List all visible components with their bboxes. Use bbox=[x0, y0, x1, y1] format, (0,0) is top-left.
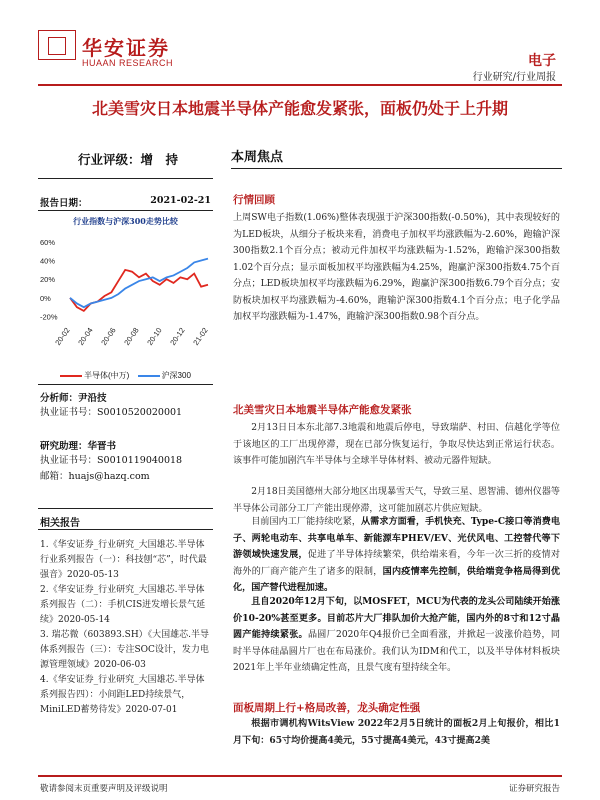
divider bbox=[38, 529, 213, 530]
y-tick-label: 20% bbox=[40, 275, 56, 285]
analyst-1 bbox=[40, 390, 107, 404]
report-type: 行业研究/行业周报 bbox=[472, 72, 556, 83]
footer-label: 证券研究报告 bbox=[508, 784, 560, 794]
logo-subtext: HUAAN RESEARCH bbox=[82, 58, 174, 68]
chart-legend bbox=[60, 370, 191, 381]
cert-number: S0010119040018 bbox=[97, 455, 183, 466]
index-comparison-chart bbox=[38, 232, 213, 367]
report-date bbox=[40, 195, 211, 209]
related-report-item[interactable]: 1.《华安证券_行业研究_大国雄芯.半导体行业系列报告（一）：科技刨“芯”，时代最强音》2020-05-13 bbox=[40, 540, 207, 580]
header-divider bbox=[38, 84, 562, 86]
email-label: 邮箱： bbox=[40, 471, 69, 482]
report-title: 北美雪灾日本地震半导体产能愈发紧张，面板仍处于上升期 bbox=[91, 99, 508, 118]
date-label: 报告日期： bbox=[40, 198, 88, 209]
text-run: 目前国内工厂能持续吃紧， bbox=[251, 517, 362, 527]
x-tick-label: 20-12 bbox=[168, 325, 187, 347]
analyst-2-email bbox=[40, 468, 150, 482]
semis-paragraph-2: 2月18日美国德州大部分地区出现暴雪天气，导致三星、恩智浦、德州仪器等半导体公司部分工厂产能出现停滞，这可能加剧芯片供应短缺。 bbox=[233, 487, 560, 514]
x-tick-label: 20-02 bbox=[53, 325, 72, 347]
cert-label: 执业证书号： bbox=[40, 407, 98, 418]
series-line-hs300 bbox=[70, 259, 208, 308]
weekly-focus-heading: 本周焦点 bbox=[231, 150, 284, 165]
related-reports-heading: 相关报告 bbox=[40, 518, 80, 529]
divider bbox=[231, 168, 562, 169]
divider bbox=[38, 210, 213, 211]
y-tick-label: -20% bbox=[40, 312, 58, 322]
text-run: 促进了半导体持续繁荣，供给端来看，今年一次三折的疫情对海外的厂商产能产生了诸多的限制， bbox=[233, 550, 560, 577]
related-report-item[interactable]: 4.《华安证券_行业研究_大国雄芯.半导体系列报告四）：小间距LED持续景气，MiniLED蓄势待发》2020-07-01 bbox=[40, 675, 205, 715]
sector-label: 电子 bbox=[528, 53, 556, 69]
series-line-semis bbox=[70, 270, 208, 311]
text-run-bold: 且自2020年12月下旬，以MOSFET，MCU为代表的龙头公司陆续开始涨价10-20%甚至更多。目前芯片大厂排队加价大抢产能，国内外的8寸和12寸晶圆产能持续紧张。 bbox=[233, 596, 560, 640]
analyst-label: 研究助理： bbox=[40, 441, 88, 452]
logo-mark bbox=[38, 30, 76, 60]
related-reports-list bbox=[40, 538, 212, 718]
panel-paragraph-1: 根据市调机构WitsView 2022年2月5日统计的面板2月上旬报价，相比1月下旬：65寸均价提高4美元，55寸提高4美元，43寸提高2美 bbox=[233, 718, 560, 746]
semis-paragraph-3 bbox=[233, 514, 560, 597]
x-tick-label: 21-02 bbox=[191, 325, 210, 347]
legend-swatch-hs300 bbox=[138, 375, 160, 377]
market-review-text: 上周SW电子指数(1.06%)整体表现强于沪深300指数(-0.50%)，其中表现较好的为LED板块，从细分子板块来看，消费电子加权平均涨跌幅为-2.60%，跑输沪深300指数2.1个百分点；被动元件加权平均涨跌幅为-1.52%，跑输沪深300指数1.02个百分点；显示面板加权平均涨跌幅为4.25%，跑赢沪深300指数4.75个百分点；LED板块加权平均涨跌幅为6.29%，跑赢沪深300指数6.79个百分点；安防板块加权平均涨跌幅为-4.60%，跑输沪深300指数4.1个百分点；电子化学品加权平均涨跌幅为-1.47%，跑输沪深300指数0.98个百分点。 bbox=[233, 213, 560, 322]
legend-semis: 半导体(中万) bbox=[84, 371, 130, 380]
x-tick-label: 20-04 bbox=[76, 325, 95, 347]
y-tick-label: 40% bbox=[40, 256, 56, 266]
x-tick-label: 20-10 bbox=[145, 325, 164, 347]
logo-text: 华安证券 bbox=[82, 36, 170, 60]
x-tick-label: 20-06 bbox=[99, 325, 118, 347]
analyst-1-cert bbox=[40, 404, 182, 418]
legend-hs300: 沪深300 bbox=[161, 371, 191, 380]
date-value: 2021-02-21 bbox=[150, 195, 211, 206]
market-review-heading: 行情回顾 bbox=[233, 194, 275, 206]
legend-swatch-semis bbox=[60, 375, 82, 377]
analyst-2 bbox=[40, 438, 116, 452]
divider bbox=[38, 384, 213, 385]
analyst-label: 分析师： bbox=[40, 393, 79, 404]
y-tick-label: 60% bbox=[40, 237, 56, 247]
semis-heading: 北美雪灾日本地震半导体产能愈发紧张 bbox=[233, 404, 412, 416]
analyst-name: 尹沿技 bbox=[78, 393, 107, 404]
analyst-name: 华晋书 bbox=[87, 441, 117, 452]
industry-rating bbox=[78, 150, 178, 168]
footer-divider bbox=[38, 775, 562, 777]
divider bbox=[38, 508, 213, 509]
cert-label: 执业证书号： bbox=[40, 455, 98, 466]
divider bbox=[38, 178, 213, 179]
text-run-bold: 国内疫情率先控制，供给端竞争格局得到优化，国产替代进程加速。 bbox=[233, 565, 560, 593]
cert-number: S0010520020001 bbox=[97, 407, 183, 418]
rating-value: 增 持 bbox=[140, 152, 179, 167]
related-report-item[interactable]: 3. 瑞芯微（603893.SH）《大国雄芯.半导体系列报告（三）：专注SOC设计，发力电源管理领域》2020-06-03 bbox=[40, 630, 210, 670]
text-run-bold: 从需求方面看，手机快充、Type-C接口等消费电子、两轮电动车、共享电单车、新能源车PHEV/EV、光伏风电、工控替代等下游领域快速发展， bbox=[233, 516, 560, 560]
x-tick-label: 20-08 bbox=[122, 325, 141, 347]
semis-paragraph-4 bbox=[233, 594, 560, 677]
text-run: 晶圆厂2020年Q4报价已全面看涨，并掀起一波涨价趋势，同时半导体硅晶圆片厂也在布局涨价。我们认为IDM和代工，以及半导体材料板块2021年上半年业绩确定性高，且景气度有望持续全年。 bbox=[233, 630, 560, 673]
chart-title: 行业指数与沪深300走势比较 bbox=[73, 216, 178, 226]
panel-heading: 面板周期上行+格局改善，龙头确定性强 bbox=[233, 702, 421, 714]
related-report-item[interactable]: 2.《华安证券_行业研究_大国雄芯.半导体系列报告（二）：手机CIS迸发增长景气延续》2020-05-14 bbox=[40, 585, 206, 625]
y-tick-label: 0% bbox=[40, 293, 51, 303]
rating-label: 行业评级： bbox=[78, 152, 141, 167]
semis-paragraph-1: 2月13日日本东北部7.3地震和地震后停电，导致瑞萨、村田、信越化学等位于该地区的工厂出现停滞，现在已部分恢复运行，争取尽快达到正常运行状态。该事件可能加剧汽车半导体与全球半导体材料、被动元器件短缺。 bbox=[233, 423, 560, 466]
email-address[interactable]: huajs@hazq.com bbox=[68, 471, 150, 482]
footer-disclaimer[interactable]: 敬请参阅末页重要声明及评级说明 bbox=[40, 784, 168, 794]
analyst-2-cert bbox=[40, 452, 182, 466]
